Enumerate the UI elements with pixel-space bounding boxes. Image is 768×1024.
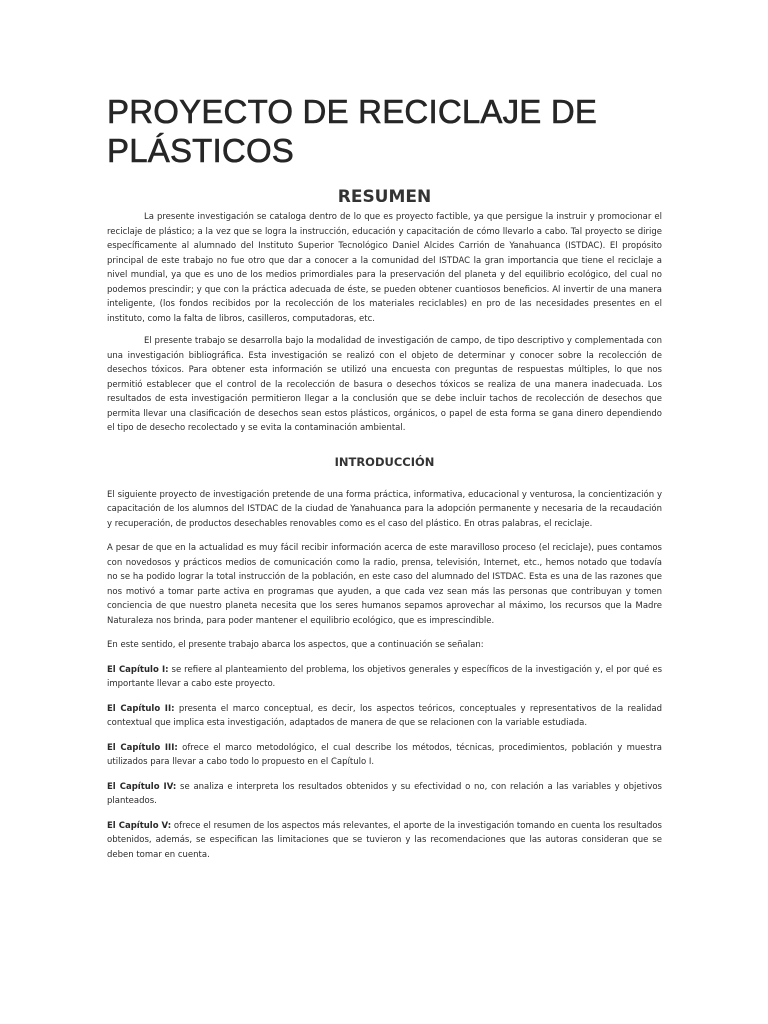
chapter-1-label: El Capítulo I:: [107, 664, 169, 675]
resumen-heading: RESUMEN: [337, 187, 432, 207]
chapter-3-text: ofrece el marco metodológico, el cual describe los métodos, técnicas, procedimientos, población y muestra utilizados para llevar a cabo todo lo propuesto en el Capítulo I.: [107, 742, 662, 767]
chapter-1-text: se refiere al planteamiento del problema, los objetivos generales y específicos de la investigación y, el por qué es importante llevar a cabo este proyecto.: [107, 664, 662, 689]
chapter-3-paragraph: [107, 741, 662, 770]
resumen-paragraph-2: El presente trabajo se desarrolla bajo la modalidad de investigación de campo, de tipo descriptivo y complementada con una investigación bibliográfica. Esta investigación se realizó con el objeto de determinar y conocer sobre la recolección de desechos tóxicos. Para obtener esta información se utilizó una encuesta con preguntas de respuestas múltiples, lo que nos permitió establecer que el control de la recolección de basura o desechos tóxicos se realiza de una manera inadecuada. Los resultados de esta investigación permitieron llegar a la conclusión que se debe incluir tachos de recolección de desechos que permita llevar una clasificación de desechos sean estos plásticos, orgánicos, o papel de esta forma se gana dinero dependiendo el tipo de desecho recolectado y se evita la contaminación ambiental.: [107, 336, 662, 433]
chapter-4-label: El Capítulo IV:: [107, 781, 177, 792]
document-title: PROYECTO DE RECICLAJE DE PLÁSTICOS: [107, 93, 598, 169]
chapter-5-label: El Capítulo V:: [107, 820, 172, 831]
chapter-5-paragraph: [107, 819, 662, 863]
chapter-1-paragraph: [107, 663, 662, 692]
document-page: [107, 92, 662, 862]
chapter-2-label: El Capítulo II:: [107, 703, 175, 714]
introduccion-paragraph-3: En este sentido, el presente trabajo abarca los aspectos, que a continuación se señalan:: [107, 640, 484, 650]
chapter-5-text: ofrece el resumen de los aspectos más relevantes, el aporte de la investigación tomando en cuenta los resultados obtenidos, además, se especifican las limitaciones que se tuvieron y las recomendaciones que las autoras consideran que se deben tomar en cuenta.: [107, 820, 662, 860]
chapter-2-paragraph: [107, 702, 662, 731]
resumen-paragraph-1: La presente investigación se cataloga dentro de lo que es proyecto factible, ya que persigue la instruir y promocionar el reciclaje de plástico; a la vez que se logra la instrucción, educación y capacitación de cómo llevarlo a cabo. Tal proyecto se dirige específicamente al alumnado del Instituto Superior Tecnológico Daniel Alcides Carrión de Yanahuanca (ISTDAC). El propósito principal de este trabajo no fue otro que dar a conocer a la comunidad del ISTDAC la gran importancia que tiene el reciclaje a nivel mundial, ya que es uno de los medios primordiales para la preservación del planeta y del equilibrio ecológico, del cual no podemos prescindir; y que con la práctica adecuada de éste, se pueden obtener cuantiosos beneficios. Al invertir de una manera inteligente, (los fondos recibidos por la recolección de los materiales reciclables) en pro de las necesidades presentes en el instituto, como la falta de libros, casilleros, computadoras, etc.: [107, 212, 662, 324]
introduccion-paragraph-2: A pesar de que en la actualidad es muy fácil recibir información acerca de este maravilloso proceso (el reciclaje), pues contamos con novedosos y prácticos medios de comunicación como la radio, prensa, televisión, Internet, etc., hemos notado que todavía no se ha podido lograr la total instrucción de la población, en este caso del alumnado del ISTDAC. Esta es una de las razones que nos motivó a tomar parte activa en programas que ayuden, a que cada vez sean más las personas que contribuyan y tomen conciencia de que nuestro planeta necesita que los seres humanos sepamos aprovechar al máximo, los recursos que la Madre Naturaleza nos brinda, para poder mantener el equilibrio ecológico, que es imprescindible.: [107, 543, 662, 626]
chapter-4-text: se analiza e interpreta los resultados obtenidos y su efectividad o no, con relación a las variables y objetivos planteados.: [107, 781, 662, 806]
introduccion-paragraph-1: El siguiente proyecto de investigación pretende de una forma práctica, informativa, educacional y venturosa, la concientización y capacitación de los alumnos del ISTDAC de la ciudad de Yanahuanca para la adopción permanente y necesaria de la recaudación y recuperación, de productos desechables renovables como es el caso del plástico. En otras palabras, el reciclaje.: [107, 489, 662, 529]
chapter-3-label: El Capítulo III:: [107, 742, 178, 753]
chapter-4-paragraph: [107, 780, 662, 809]
introduccion-heading: INTRODUCCIÓN: [334, 454, 435, 469]
chapter-2-text: presenta el marco conceptual, es decir, los aspectos teóricos, conceptuales y representativos de la realidad contextual que implica esta investigación, adaptados de manera de que se relacionen con la variable estudiada.: [107, 703, 663, 728]
